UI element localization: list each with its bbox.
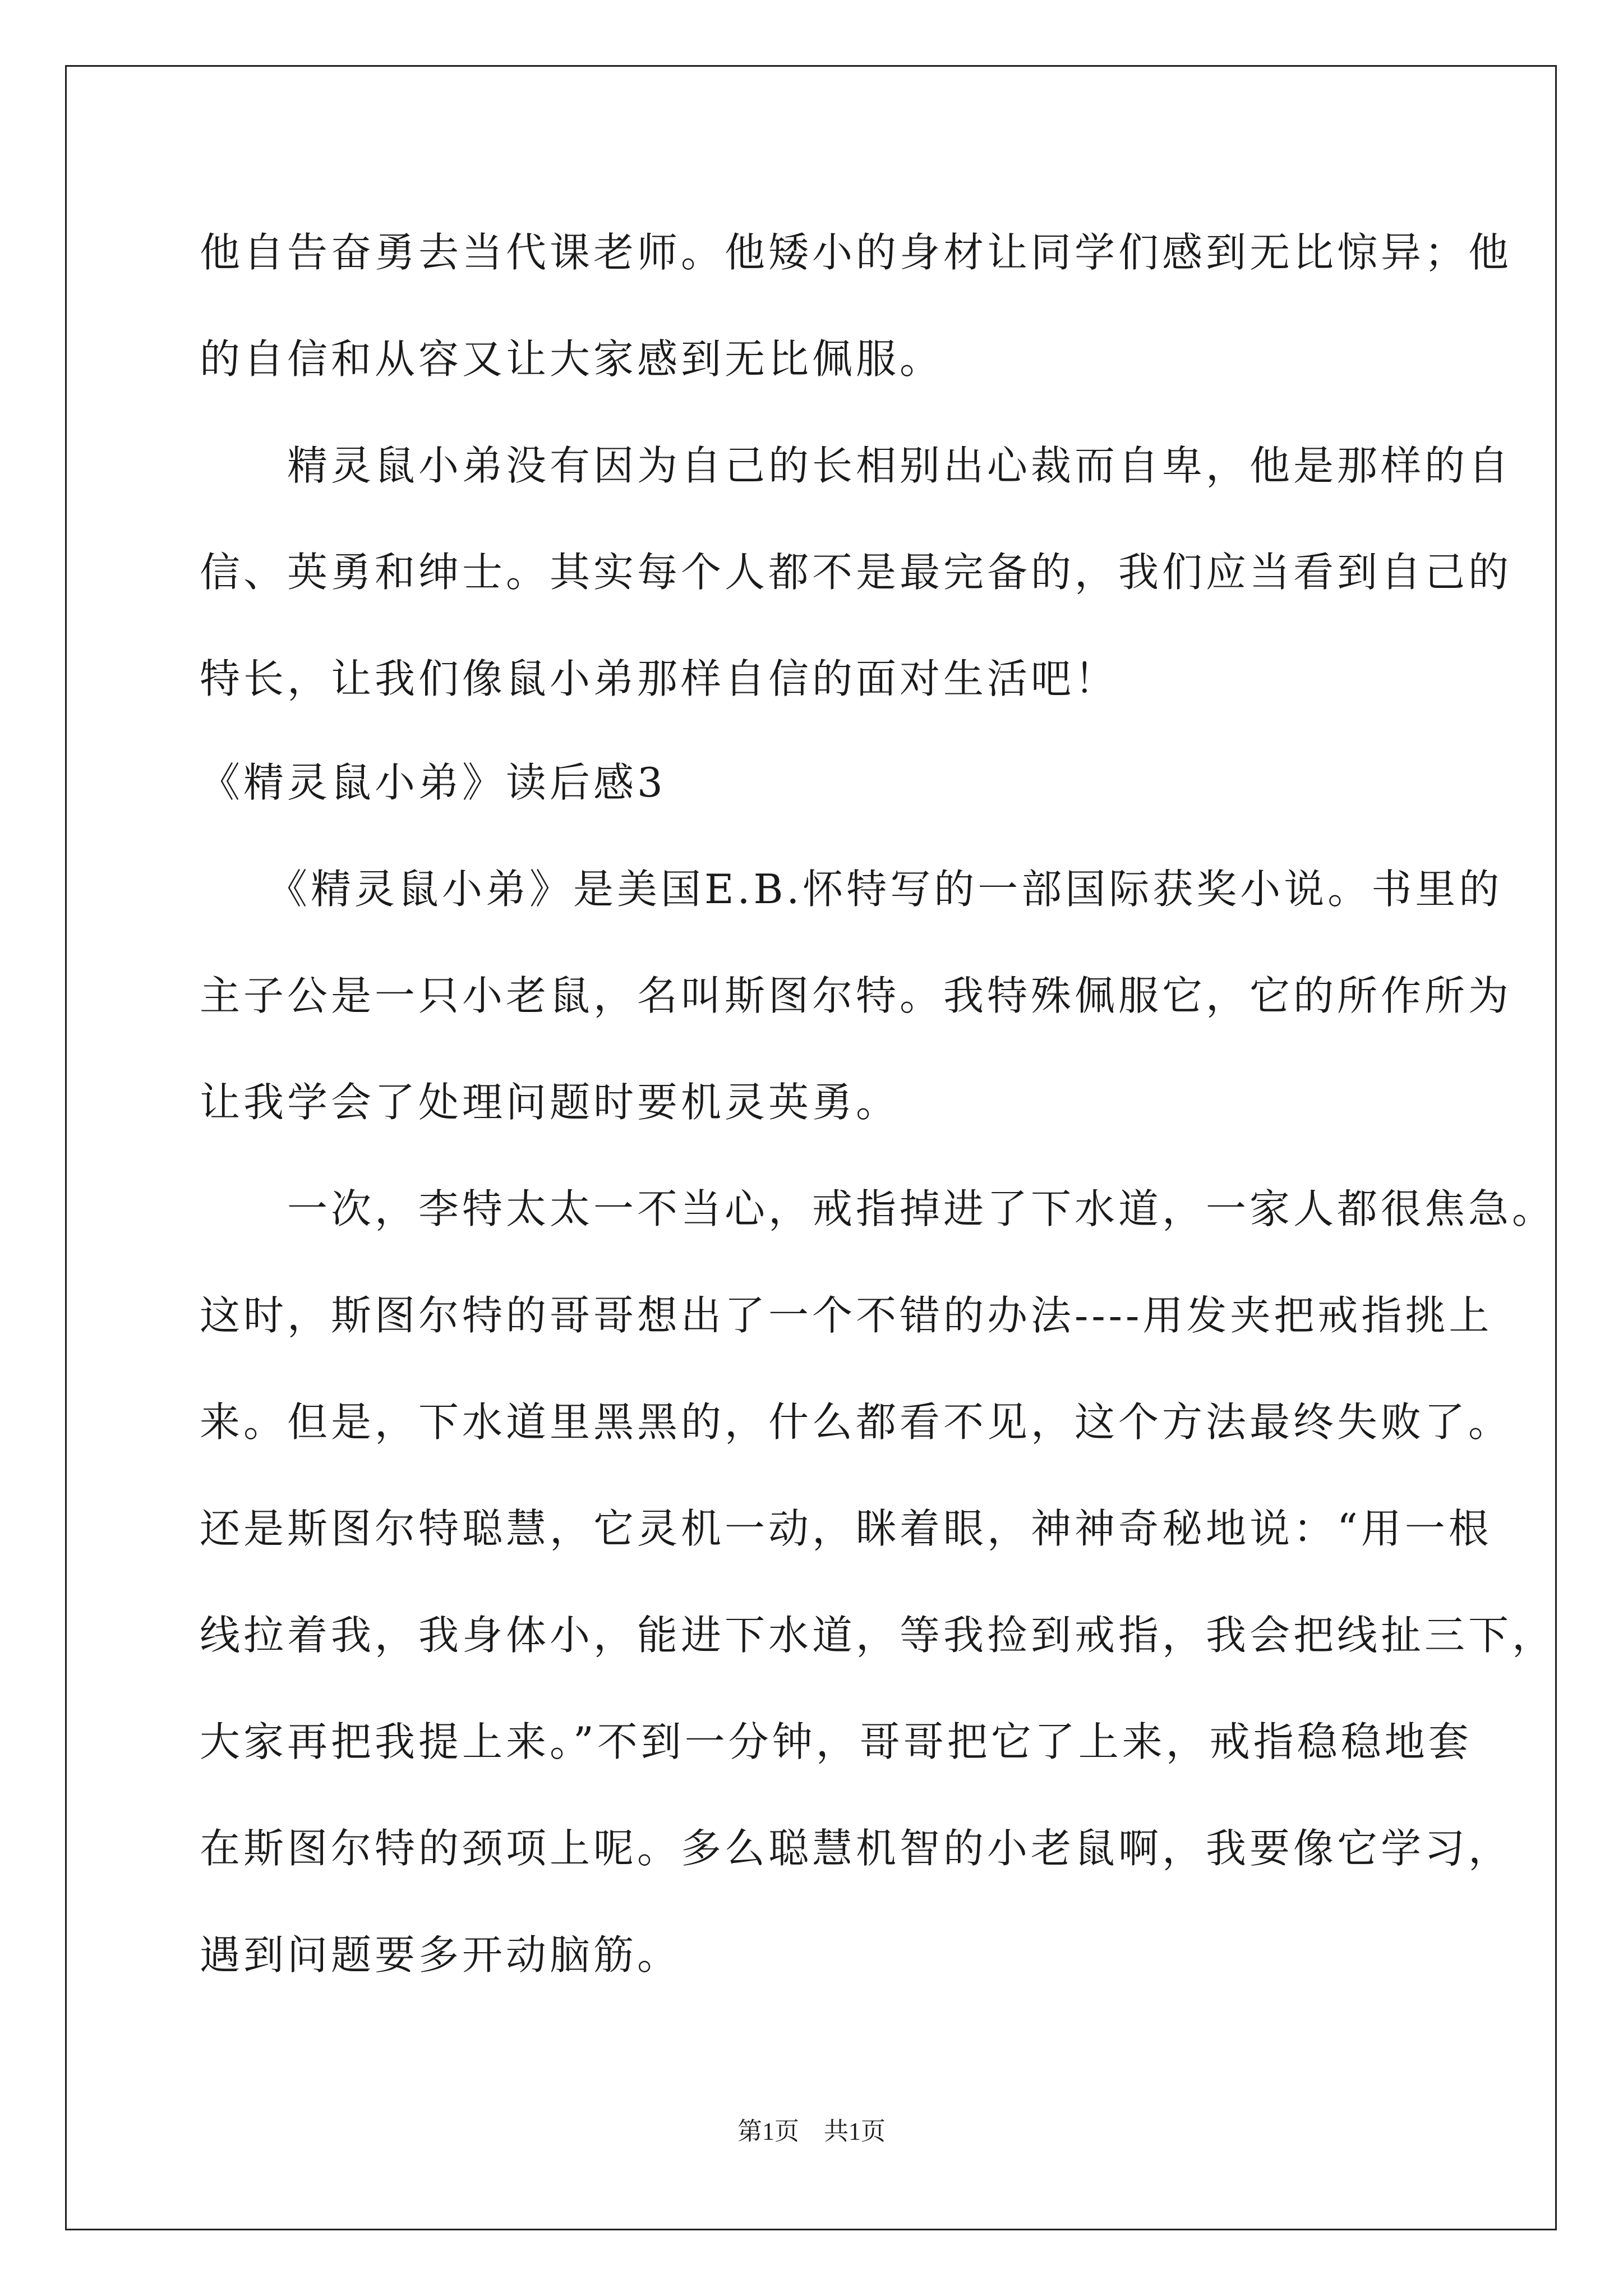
page-border [65, 65, 1557, 2230]
text-line: 还是斯图尔特聪慧，它灵机一动，眯着眼，神神奇秘地说：“用一根 [200, 1505, 1492, 1552]
section-heading: 《精灵鼠小弟》读后感3 [200, 759, 666, 806]
page-footer: 第1页 共1页 [737, 2118, 886, 2145]
text-line: 一次，李特太太一不当心，戒指掉进了下水道，一家人都很焦急。 [200, 1185, 1556, 1232]
text-line: 特长，让我们像鼠小弟那样自信的面对生活吧！ [200, 655, 1119, 702]
text-line: 在斯图尔特的颈项上呢。多么聪慧机智的小老鼠啊，我要像它学习， [200, 1825, 1513, 1872]
text-line: 线拉着我，我身体小，能进下水道，等我捡到戒指，我会把线扯三下， [200, 1612, 1556, 1659]
text-line: 信、英勇和绅士。其实每个人都不是最完备的，我们应当看到自己的 [200, 549, 1513, 596]
text-line: 大家再把我提上来。”不到一分钟，哥哥把它了上来，戒指稳稳地套 [200, 1718, 1472, 1765]
text-line: 精灵鼠小弟没有因为自己的长相别出心裁而自卑，他是那样的自 [200, 442, 1513, 489]
text-line: 来。但是，下水道里黑黑的，什么都看不见，这个方法最终失败了。 [200, 1398, 1513, 1446]
text-line: 让我学会了处理问题时要机灵英勇。 [200, 1079, 900, 1126]
text-line: 他自告奋勇去当代课老师。他矮小的身材让同学们感到无比惊异；他 [200, 229, 1513, 276]
text-line: 的自信和从容又让大家感到无比佩服。 [200, 335, 944, 383]
text-line: 《精灵鼠小弟》是美国E.B.怀特写的一部国际获奖小说。书里的 [200, 866, 1503, 913]
text-line: 主子公是一只小老鼠，名叫斯图尔特。我特殊佩服它，它的所作所为 [200, 972, 1513, 1019]
text-line: 这时，斯图尔特的哥哥想出了一个不错的办法----用发夹把戒指挑上 [200, 1292, 1493, 1339]
text-line: 遇到问题要多开动脑筋。 [200, 1931, 681, 1978]
